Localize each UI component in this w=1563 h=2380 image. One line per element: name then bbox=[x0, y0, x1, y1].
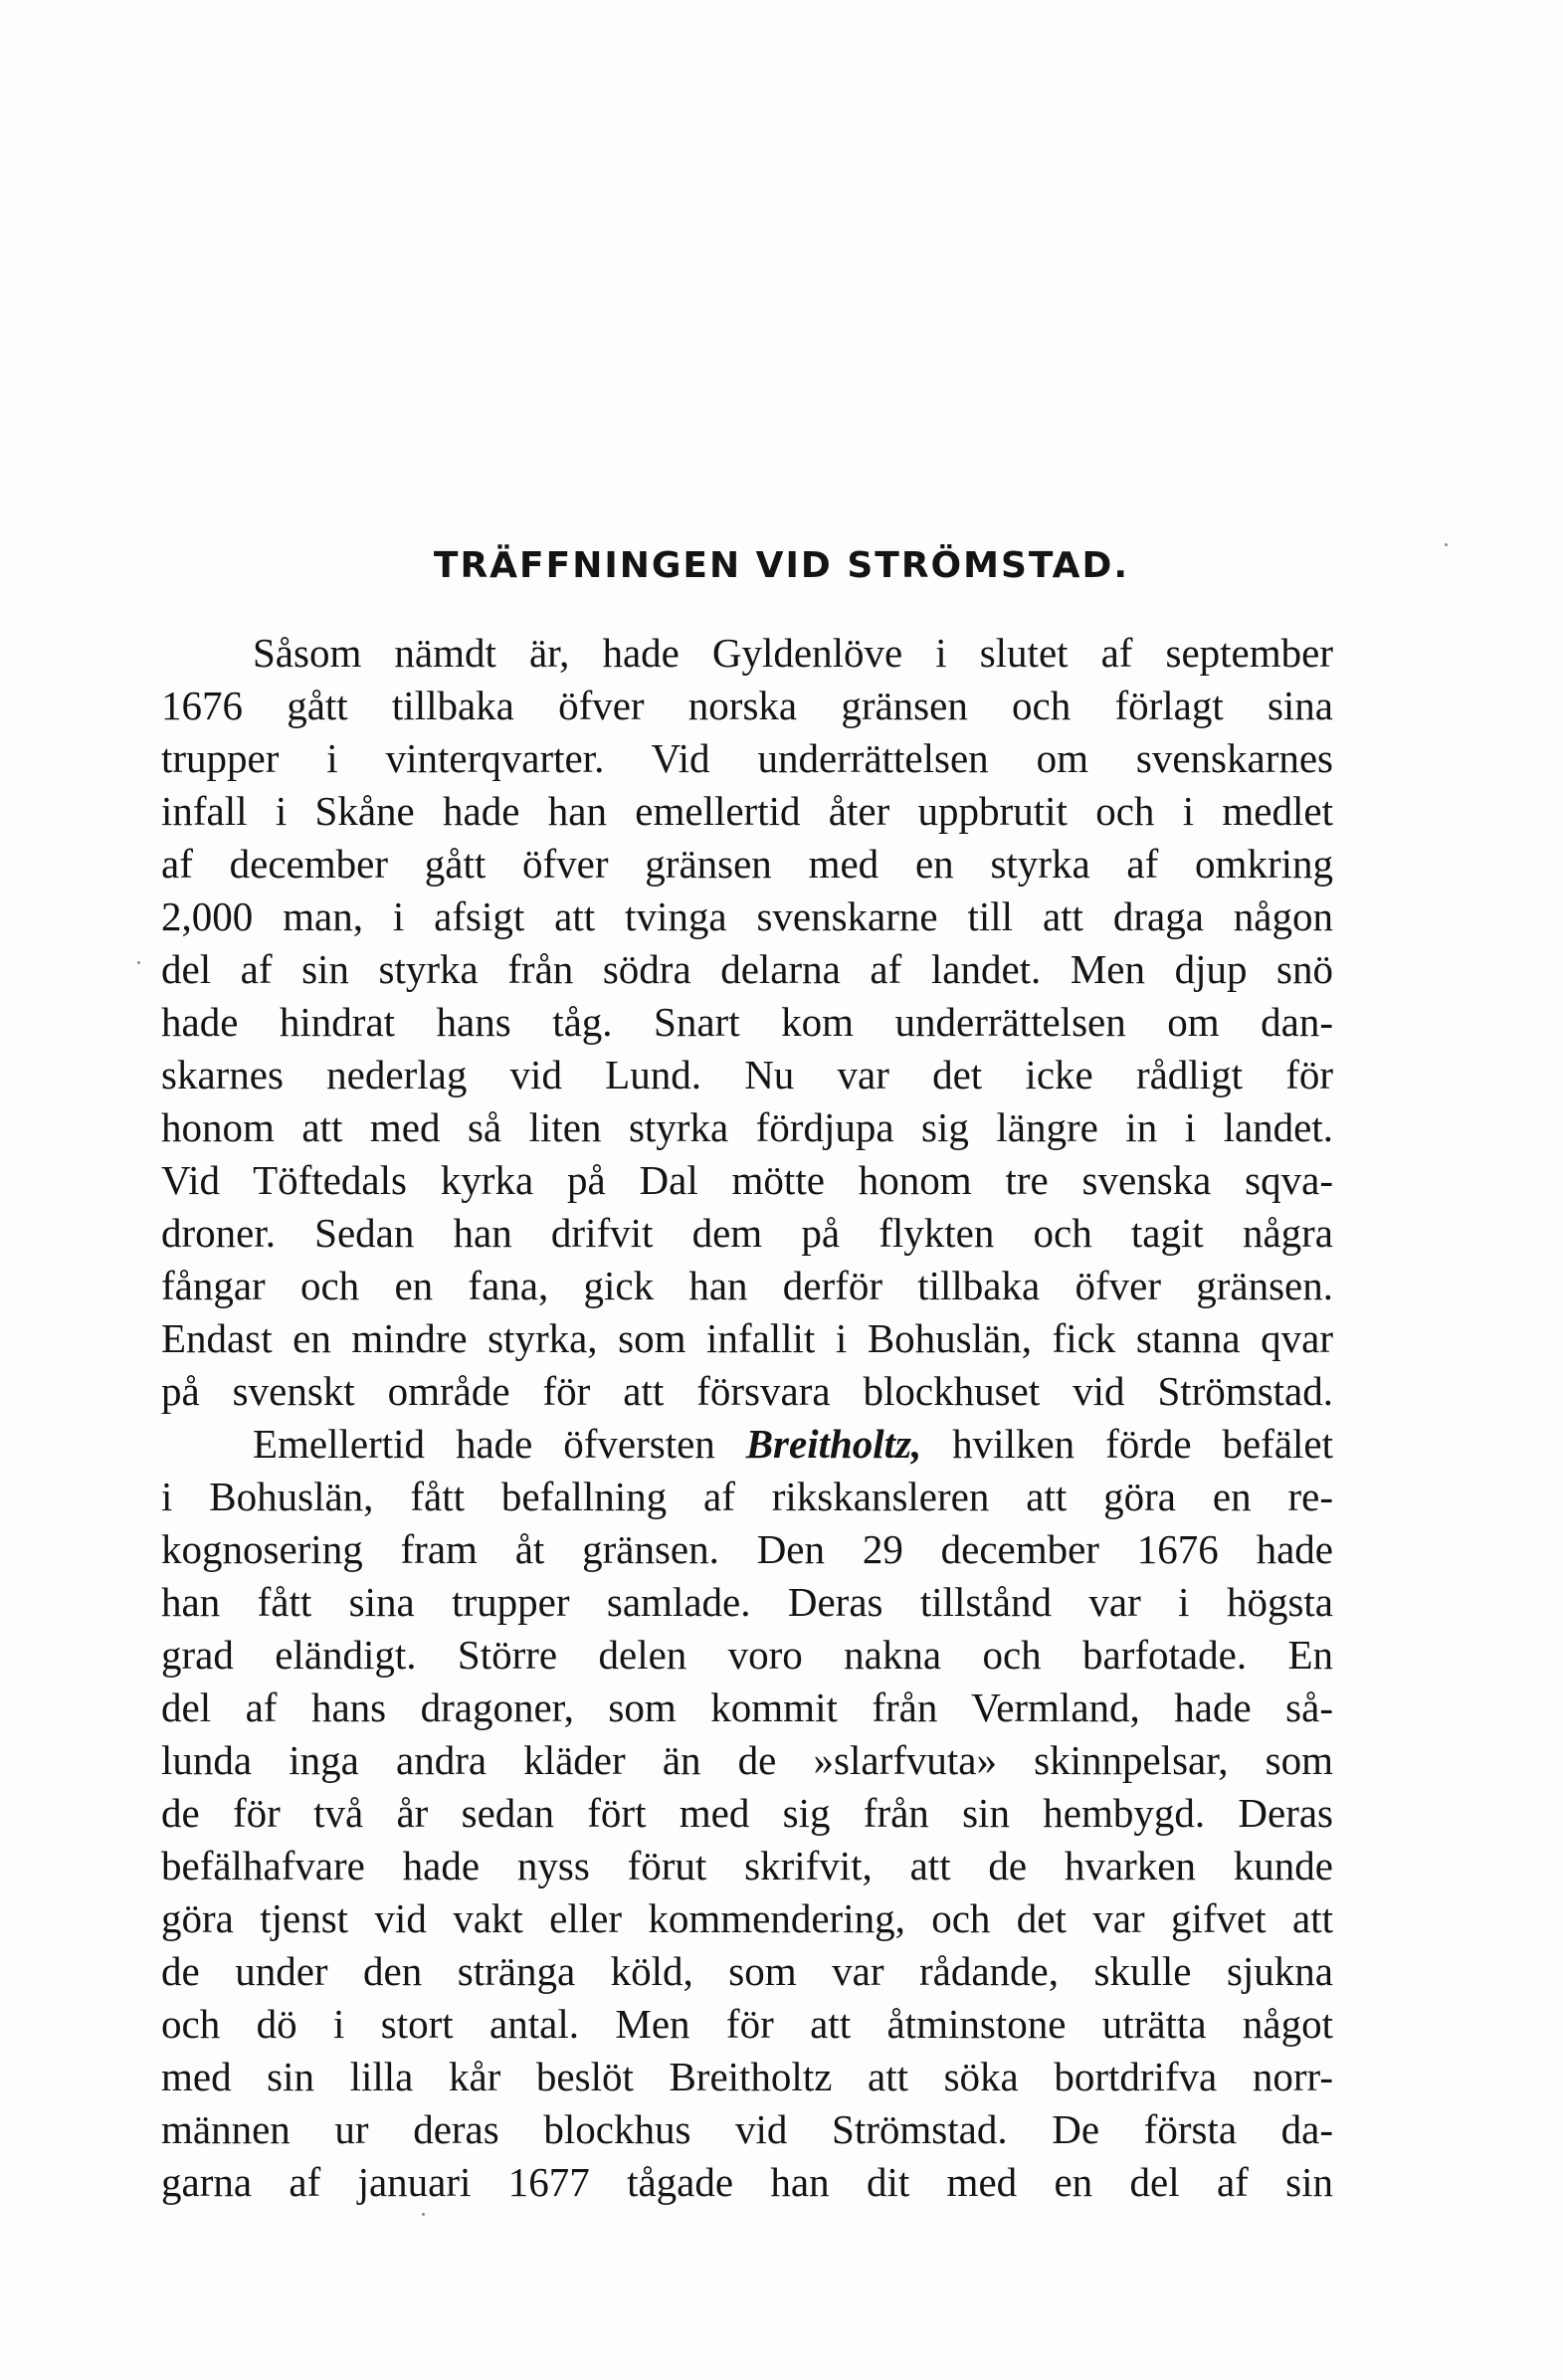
chapter-title: TRÄFFNINGEN VID STRÖMSTAD. bbox=[433, 545, 1130, 586]
text-line: och dö i stort antal. Men för att åtminstone uträtta något bbox=[161, 2001, 1333, 2047]
text-line: på svenskt område för att försvara blockhuset vid Strömstad. bbox=[161, 1368, 1333, 1414]
text-line: med sin lilla kår beslöt Breitholtz att söka bortdrifva norr- bbox=[161, 2054, 1333, 2099]
text-line: grad eländigt. Större delen voro nakna och barfotade. En bbox=[161, 1632, 1333, 1678]
text-line: de under den stränga köld, som var rådande, skulle sjukna bbox=[161, 1948, 1333, 1994]
text-line: trupper i vinterqvarter. Vid underrättelsen om svenskarnes bbox=[161, 735, 1333, 781]
text-line: de för två år sedan fört med sig från sin hembygd. Deras bbox=[161, 1790, 1333, 1836]
text-line: del af sin styrka från södra delarna af landet. Men djup snö bbox=[161, 946, 1333, 992]
text-line: kognosering fram åt gränsen. Den 29 december 1676 hade bbox=[161, 1526, 1333, 1572]
text-segment: hvilken förde befälet bbox=[921, 1421, 1333, 1467]
text-line: han fått sina trupper samlade. Deras tillstånd var i högsta bbox=[161, 1579, 1333, 1625]
text-line: infall i Skåne hade han emellertid åter uppbrutit och i medlet bbox=[161, 788, 1333, 834]
text-line: Såsom nämdt är, hade Gyldenlöve i slutet af september bbox=[253, 630, 1333, 676]
text-line: männen ur deras blockhus vid Strömstad. De första da- bbox=[161, 2106, 1333, 2152]
text-line: droner. Sedan han drifvit dem på flykten och tagit några bbox=[161, 1210, 1333, 1256]
paper-speck bbox=[422, 2213, 425, 2216]
person-name: Breitholtz, bbox=[745, 1421, 922, 1467]
paper-speck bbox=[137, 961, 140, 964]
text-line: skarnes nederlag vid Lund. Nu var det icke rådligt för bbox=[161, 1052, 1333, 1097]
text-line: garna af januari 1677 tågade han dit med en del af sin bbox=[161, 2159, 1333, 2205]
text-line: honom att med så liten styrka fördjupa sig längre in i landet. bbox=[161, 1104, 1333, 1150]
text-segment: Emellertid hade öfversten bbox=[253, 1421, 746, 1467]
text-line: hade hindrat hans tåg. Snart kom underrättelsen om dan- bbox=[161, 999, 1333, 1045]
text-line bbox=[161, 1418, 1333, 1471]
text-line: 2,000 man, i afsigt att tvinga svenskarne till att draga någon bbox=[161, 893, 1333, 939]
text-line: del af hans dragoner, som kommit från Vermland, hade så- bbox=[161, 1685, 1333, 1730]
text-line: fångar och en fana, gick han derför tillbaka öfver gränsen. bbox=[161, 1263, 1333, 1308]
text-line: lunda inga andra kläder än de »slarfvuta» skinnpelsar, som bbox=[161, 1737, 1333, 1783]
paper-speck bbox=[1445, 543, 1448, 546]
text-line: 1676 gått tillbaka öfver norska gränsen och förlagt sina bbox=[161, 683, 1333, 728]
text-line: Endast en mindre styrka, som infallit i Bohuslän, fick stanna qvar bbox=[161, 1315, 1333, 1361]
text-line: göra tjenst vid vakt eller kommendering, och det var gifvet att bbox=[161, 1895, 1333, 1941]
text-line: af december gått öfver gränsen med en styrka af omkring bbox=[161, 841, 1333, 887]
text-line: i Bohuslän, fått befallning af rikskansleren att göra en re- bbox=[161, 1474, 1333, 1519]
text-line: befälhafvare hade nyss förut skrifvit, att de hvarken kunde bbox=[161, 1843, 1333, 1888]
text-line: Vid Töftedals kyrka på Dal mötte honom tre svenska sqva- bbox=[161, 1157, 1333, 1203]
body-text bbox=[161, 627, 1333, 2209]
